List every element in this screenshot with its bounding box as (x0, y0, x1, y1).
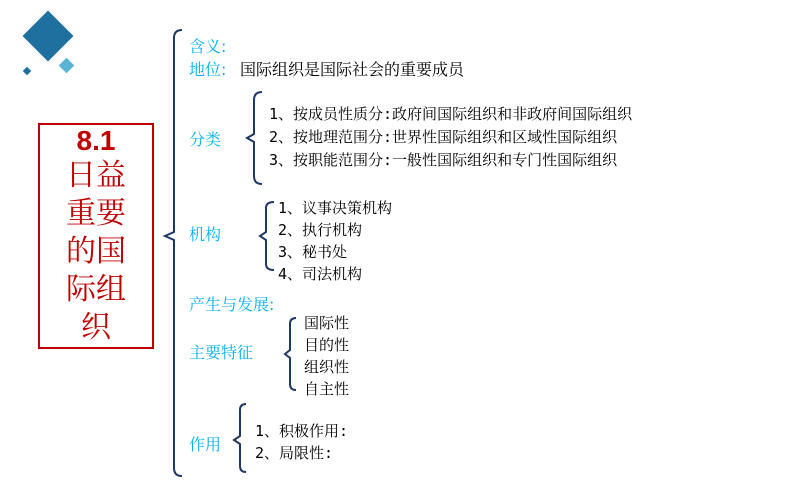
origin-label: 产生与发展: (189, 295, 275, 314)
role-bracket (234, 404, 246, 472)
classification-label: 分类 (189, 130, 222, 149)
features-bracket (285, 318, 296, 390)
classification-item: 1、按成员性质分:政府间国际组织和非政府间国际组织 (269, 105, 633, 123)
classification-item: 2、按地理范围分:世界性国际组织和区域性国际组织 (269, 128, 618, 146)
classification-item: 3、按职能范围分:一般性国际组织和专门性国际组织 (269, 151, 618, 169)
features-item: 组织性 (304, 358, 350, 376)
title-number: 8.1 (76, 125, 116, 156)
structure-item: 4、司法机构 (278, 265, 363, 283)
main-bracket (165, 30, 182, 476)
role-label: 作用 (189, 435, 222, 454)
meaning-label: 含义: (189, 37, 227, 56)
role-item: 1、积极作用: (255, 422, 349, 440)
structure-bracket (260, 202, 274, 270)
status-text: 国际组织是国际社会的重要成员 (240, 60, 465, 79)
features-item: 自主性 (304, 380, 350, 398)
features-item: 国际性 (304, 314, 350, 332)
features-label: 主要特征 (189, 343, 254, 362)
structure-item: 2、执行机构 (278, 221, 363, 239)
role-item: 2、局限性: (255, 444, 334, 462)
classification-bracket (247, 92, 262, 184)
structure-label: 机构 (189, 225, 222, 244)
features-item: 目的性 (304, 336, 350, 354)
status-label: 地位: (189, 60, 227, 79)
title-text: 日益重要的国际组织 (66, 158, 126, 345)
structure-item: 3、秘书处 (278, 243, 348, 261)
structure-item: 1、议事决策机构 (278, 199, 393, 217)
